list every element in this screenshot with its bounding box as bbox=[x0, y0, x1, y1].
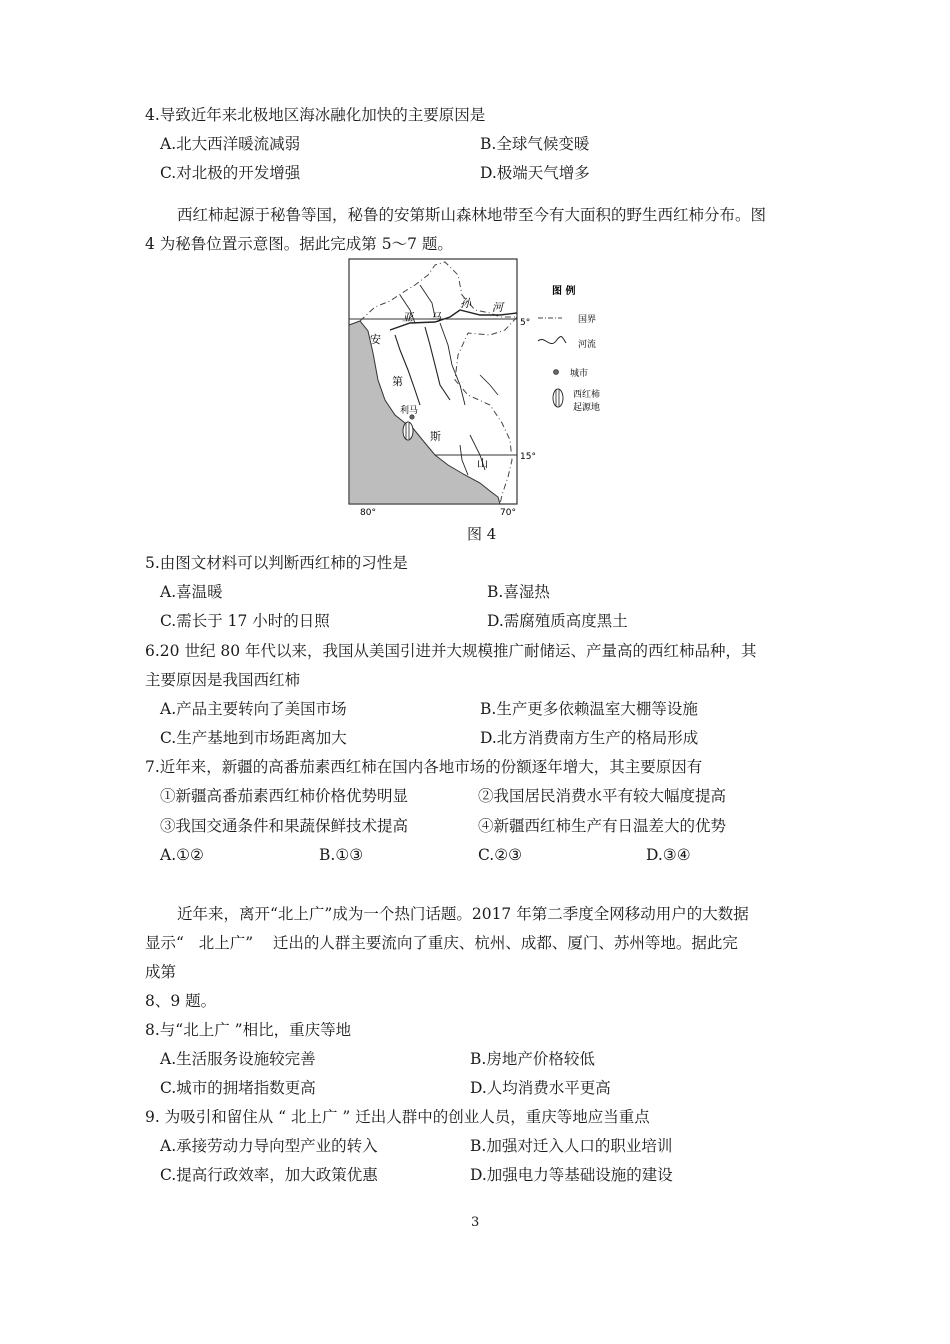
legend-origin-label-1: 西红柿 bbox=[573, 390, 601, 400]
mountain-char-3: 斯 bbox=[430, 430, 441, 443]
legend-border-label: 国界 bbox=[578, 315, 597, 325]
q4-option-b: B.全球气候变暖 bbox=[480, 135, 590, 153]
q7-option-a: A.①② bbox=[160, 846, 204, 864]
passage2-line2: 显示“ 北上广” 迁出的人群主要流向了重庆、杭州、成都、厦门、苏州等地。据此完 bbox=[145, 934, 738, 952]
passage1-line1: 西红柿起源于秘鲁等国，秘鲁的安第斯山森林地带至今有大面积的野生西红柿分布。图 bbox=[177, 206, 767, 224]
river-char-2: 马 bbox=[430, 311, 441, 324]
q7-stem: 7.近年来，新疆的高番茄素西红柿在国内各地市场的份额逐年增大，其主要原因有 bbox=[145, 758, 703, 776]
q7-item-3: ③我国交通条件和果蔬保鲜技术提高 bbox=[160, 817, 409, 835]
q7-option-b: B.①③ bbox=[319, 846, 364, 864]
figure-caption: 图 4 bbox=[467, 525, 497, 543]
q9-option-a: A.承接劳动力导向型产业的转入 bbox=[160, 1137, 378, 1155]
river-2 bbox=[425, 327, 450, 400]
city-label: 利马 bbox=[400, 406, 419, 416]
q5-stem: 5.由图文材料可以判断西红柿的习性是 bbox=[145, 554, 408, 572]
q6-stem-line1: 6.20 世纪 80 年代以来，我国从美国引进并大规模推广耐储运、产量高的西红柿品种，其 bbox=[145, 642, 757, 660]
q7-item-1: ①新疆高番茄素西红柿价格优势明显 bbox=[160, 787, 409, 805]
q6-option-a: A.产品主要转向了美国市场 bbox=[160, 700, 347, 718]
lat-5-label: 5° bbox=[520, 318, 531, 328]
q9-option-d: D.加强电力等基础设施的建设 bbox=[470, 1166, 673, 1184]
q5-option-a: A.喜温暖 bbox=[160, 583, 223, 601]
pacific-ocean bbox=[349, 321, 500, 504]
legend-city-label: 城市 bbox=[570, 369, 589, 379]
q8-option-c: C.城市的拥堵指数更高 bbox=[160, 1079, 316, 1097]
lon-80-label: 80° bbox=[360, 508, 376, 518]
q9-option-b: B.加强对迁入人口的职业培训 bbox=[470, 1137, 673, 1155]
q8-option-b: B.房地产价格较低 bbox=[470, 1050, 595, 1068]
passage2-line4: 8、9 题。 bbox=[145, 992, 217, 1010]
passage1-line2: 4 为秘鲁位置示意图。据此完成第 5～7 题。 bbox=[145, 235, 453, 253]
river-char-3: 孙 bbox=[460, 297, 471, 310]
legend-origin-label-2: 起源地 bbox=[573, 403, 601, 413]
q7-option-d: D.③④ bbox=[646, 846, 691, 864]
q8-option-a: A.生活服务设施较完善 bbox=[160, 1050, 316, 1068]
river-8 bbox=[480, 375, 498, 395]
q9-option-c: C.提高行政效率，加大政策优惠 bbox=[160, 1166, 378, 1184]
river-char-4: 河 bbox=[492, 301, 503, 314]
q6-option-b: B.生产更多依赖温室大棚等设施 bbox=[480, 700, 698, 718]
q5-option-b: B.喜湿热 bbox=[487, 583, 550, 601]
river-6 bbox=[460, 445, 468, 475]
legend-river-label: 河流 bbox=[578, 340, 597, 350]
q7-option-c: C.②③ bbox=[478, 846, 523, 864]
q4-stem: 4.导致近年来北极地区海冰融化加快的主要原因是 bbox=[145, 106, 486, 124]
lon-70-label: 70° bbox=[500, 508, 516, 518]
legend-river-symbol bbox=[538, 337, 566, 344]
mountain-char-4: 山 bbox=[477, 457, 488, 470]
q7-item-2: ②我国居民消费水平有较大幅度提高 bbox=[478, 787, 727, 805]
mountain-char-1: 安 bbox=[370, 333, 381, 346]
q9-stem: 9. 为吸引和留住从 “ 北上广 ” 迁出人群中的创业人员，重庆等地应当重点 bbox=[145, 1108, 650, 1126]
q6-option-c: C.生产基地到市场距离加大 bbox=[160, 729, 347, 747]
mountain-char-2: 第 bbox=[392, 375, 403, 388]
q8-stem: 8.与“北上广 ”相比，重庆等地 bbox=[145, 1021, 352, 1039]
passage2-line3: 成第 bbox=[145, 963, 177, 981]
river-1 bbox=[395, 335, 420, 405]
q4-option-a: A.北大西洋暖流减弱 bbox=[160, 135, 301, 153]
legend-title: 图 例 bbox=[552, 286, 576, 297]
page-number: 3 bbox=[471, 1215, 480, 1230]
q6-stem-line2: 主要原因是我国西红柿 bbox=[145, 671, 301, 689]
peru-map bbox=[340, 255, 630, 520]
q8-option-d: D.人均消费水平更高 bbox=[470, 1079, 611, 1097]
passage2-line1: 近年来，离开“北上广”成为一个热门话题。2017 年第二季度全网移动用户的大数据 bbox=[177, 905, 749, 923]
q5-option-d: D.需腐殖质高度黑土 bbox=[487, 612, 628, 630]
river-3 bbox=[440, 323, 465, 405]
legend-city-symbol bbox=[554, 370, 559, 375]
q7-item-4: ④新疆西红柿生产有日温差大的优势 bbox=[478, 817, 727, 835]
q5-option-c: C.需长于 17 小时的日照 bbox=[160, 612, 330, 630]
q4-option-c: C.对北极的开发增强 bbox=[160, 164, 301, 182]
q4-option-d: D.极端天气增多 bbox=[480, 164, 590, 182]
lat-15-label: 15° bbox=[520, 452, 536, 462]
river-char-1: 亚 bbox=[402, 311, 413, 324]
q6-option-d: D.北方消费南方生产的格局形成 bbox=[480, 729, 699, 747]
legend-origin-symbol bbox=[553, 389, 563, 407]
tomato-origin-area bbox=[403, 422, 413, 440]
